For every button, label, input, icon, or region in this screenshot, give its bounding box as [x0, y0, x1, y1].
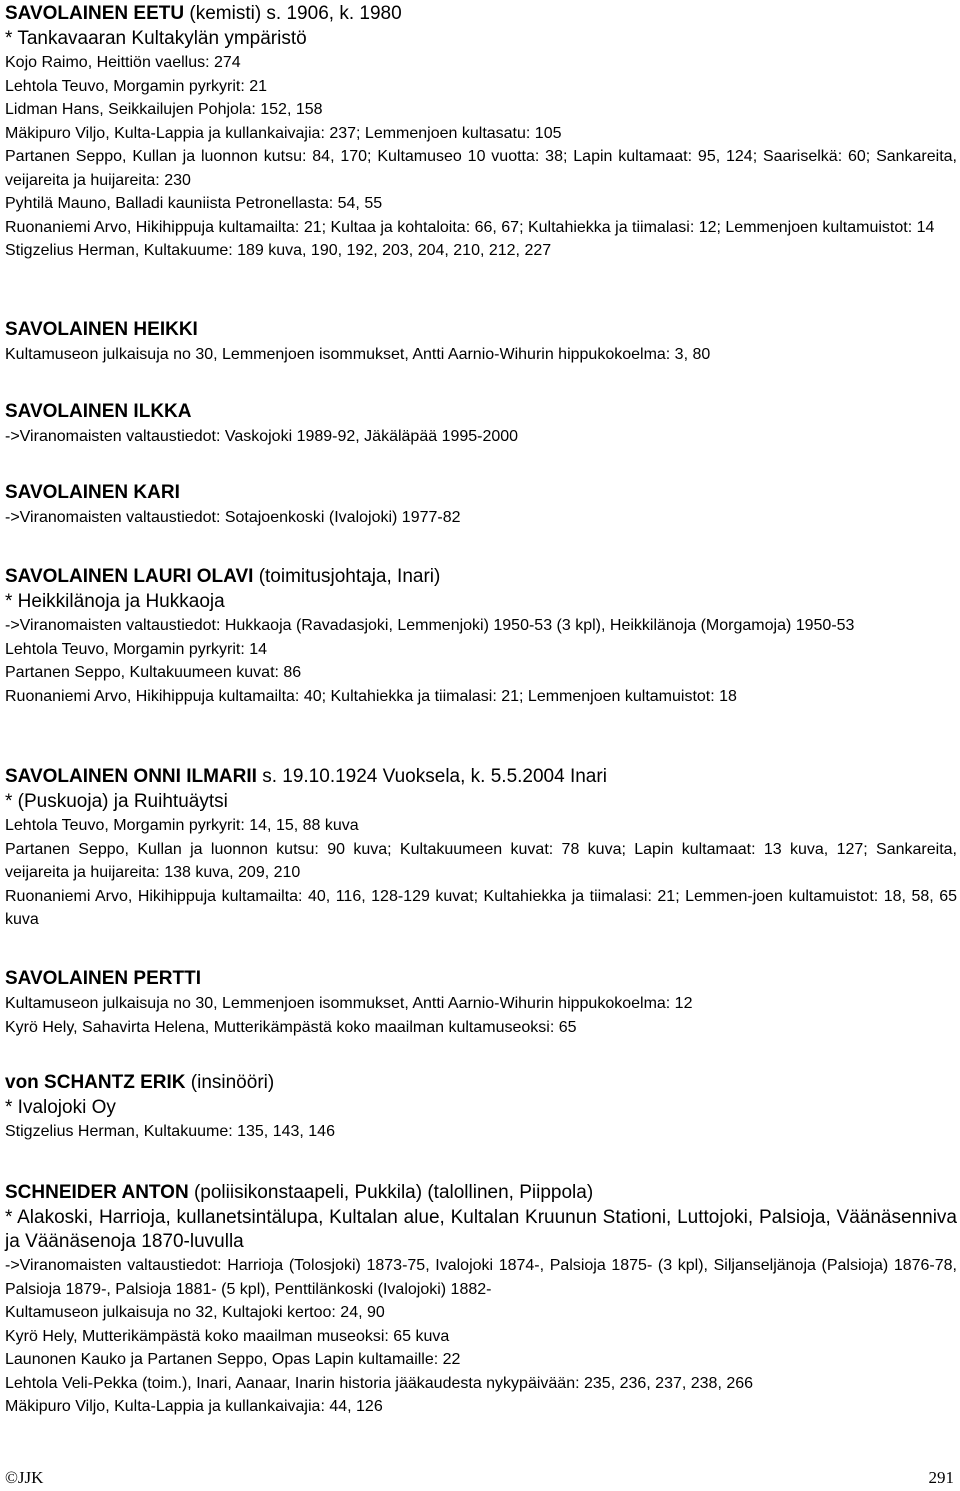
entry-heading	[5, 2, 957, 27]
reference-line: Lehtola Teuvo, Morgamin pyrkyrit: 21	[5, 77, 268, 95]
entry-savolainen-kari	[5, 481, 957, 530]
reference-line: Mäkipuro Viljo, Kulta-Lappia ja kullankaivajia: 237; Lemmenjoen kultasatu: 105	[5, 124, 562, 142]
entry-heading	[5, 400, 957, 425]
entry-name: SAVOLAINEN EETU	[5, 3, 185, 24]
reference-line: Lehtola Teuvo, Morgamin pyrkyrit: 14	[5, 640, 268, 658]
reference-line: Lehtola Teuvo, Morgamin pyrkyrit: 14, 15, 88 kuva	[5, 817, 359, 834]
entry-von-schantz-erik	[5, 1071, 957, 1144]
page-number: 291	[928, 1468, 954, 1487]
entry-role: s. 19.10.1924 Vuoksela, k. 5.5.2004 Inari	[256, 766, 607, 787]
reference-line: Mäkipuro Viljo, Kulta-Lappia ja kullankaivajia: 44, 126	[5, 1398, 383, 1415]
copyright-mark: ©JJK	[5, 1468, 44, 1487]
entry-name: SAVOLAINEN LAURI OLAVI	[5, 566, 254, 587]
entry-name: SAVOLAINEN ILKKA	[5, 401, 192, 422]
reference-line: ->Viranomaisten valtaustiedot: Sotajoenkoski (Ivalojoki) 1977-82	[5, 509, 461, 526]
entry-location: * Heikkilänoja ja Hukkaoja	[5, 591, 225, 612]
entry-heading	[5, 1071, 957, 1096]
reference-line: Partanen Seppo, Kullan ja luonnon kutsu: 90 kuva; Kultakuumeen kuvat: 78 kuva; Lapin kultamaat: 13 kuva, 127; Sankareita, veijareita ja huijareita: 138 kuva, 209, 210	[5, 840, 957, 881]
entry-name: SAVOLAINEN PERTTI	[5, 968, 201, 989]
reference-line: Kultamuseon julkaisuja no 30, Lemmenjoen isommukset, Antti Aarnio-Wihurin hippukokoelma: 3, 80	[5, 346, 711, 363]
reference-line: Launonen Kauko ja Partanen Seppo, Opas Lapin kultamaille: 22	[5, 1351, 461, 1368]
document-page	[5, 0, 957, 1491]
reference-line: ->Viranomaisten valtaustiedot: Hukkaoja (Ravadasjoki, Lemmenjoki) 1950-53 (3 kpl), Heikkilänoja (Morgamoja) 1950-53	[5, 617, 855, 634]
entry-schneider-anton	[5, 1181, 957, 1419]
entry-location: * Ivalojoki Oy	[5, 1097, 116, 1118]
reference-line: Kojo Raimo, Heittiön vaellus: 274	[5, 54, 241, 71]
reference-line: Ruonaniemi Arvo, Hikihippuja kultamailta: 40, 116, 128-129 kuvat; Kultahiekka ja tiimalasi: 21; Lemmen-joen kultamuistot: 18, 58, 65 kuva	[5, 887, 957, 928]
entry-heading	[5, 765, 957, 790]
entry-location: * Alakoski, Harrioja, kullanetsintälupa, Kultalan alue, Kultalan Kruunun Stationi, Luttojoki, Palsioja, Väänäsenniva ja Väänäsenoja 1870-luvulla	[5, 1207, 957, 1252]
page-footer	[5, 1468, 957, 1490]
entry-role: (kemisti) s. 1906, k. 1980	[184, 3, 402, 24]
entry-role: (toimitusjohtaja, Inari)	[253, 566, 441, 587]
entry-location: * Tankavaaran Kultakylän ympäristö	[5, 28, 307, 49]
entry-savolainen-eetu	[5, 2, 957, 263]
entry-heading	[5, 967, 957, 992]
entry-savolainen-onni-ilmarii	[5, 765, 957, 932]
reference-line: Ruonaniemi Arvo, Hikihippuja kultamailta: 40; Kultahiekka ja tiimalasi: 21; Lemmenjoen kultamuistot: 18	[5, 687, 737, 705]
entry-heading	[5, 565, 957, 590]
reference-line: Kyrö Hely, Mutterikämpästä koko maailman museoksi: 65 kuva	[5, 1327, 450, 1345]
reference-line: Lehtola Veli-Pekka (toim.), Inari, Aanaar, Inarin historia jääkaudesta nykypäivään: 235, 236, 237, 238, 266	[5, 1374, 754, 1392]
entry-savolainen-pertti	[5, 967, 957, 1039]
reference-line: Lidman Hans, Seikkailujen Pohjola: 152, 158	[5, 101, 323, 118]
reference-line: Pyhtilä Mauno, Balladi kauniista Petronellasta: 54, 55	[5, 195, 383, 212]
entry-heading	[5, 481, 957, 506]
reference-line: Partanen Seppo, Kultakuumeen kuvat: 86	[5, 664, 302, 681]
reference-line: Kultamuseon julkaisuja no 32, Kultajoki kertoo: 24, 90	[5, 1304, 385, 1321]
entry-role: (insinööri)	[185, 1072, 275, 1093]
entry-location: * (Puskuoja) ja Ruihtuäytsi	[5, 791, 228, 812]
entry-role: (poliisikonstaapeli, Pukkila) (talollinen, Piippola)	[188, 1182, 594, 1203]
entry-heading	[5, 1181, 957, 1206]
reference-line: Kyrö Hely, Sahavirta Helena, Mutterikämpästä koko maailman kultamuseoksi: 65	[5, 1018, 577, 1036]
entry-name: SAVOLAINEN HEIKKI	[5, 319, 198, 340]
entry-name: SCHNEIDER ANTON	[5, 1182, 189, 1203]
reference-line: Partanen Seppo, Kullan ja luonnon kutsu: 84, 170; Kultamuseo 10 vuotta: 38; Lapin kultamaat: 95, 124; Saariselkä: 60; Sankareita, veijareita ja huijareita: 230	[5, 148, 957, 189]
reference-line: Ruonaniemi Arvo, Hikihippuja kultamailta: 21; Kultaa ja kohtaloita: 66, 67; Kultahiekka ja tiimalasi: 12; Lemmenjoen kultamuistot: 14	[5, 218, 935, 236]
entry-name: von SCHANTZ ERIK	[5, 1072, 186, 1093]
entry-name: SAVOLAINEN KARI	[5, 482, 180, 503]
reference-line: ->Viranomaisten valtaustiedot: Vaskojoki 1989-92, Jäkäläpää 1995-2000	[5, 428, 519, 445]
entry-heading	[5, 318, 957, 343]
entry-savolainen-ilkka	[5, 400, 957, 449]
reference-line: Stigzelius Herman, Kultakuume: 135, 143, 146	[5, 1123, 335, 1140]
entry-savolainen-heikki	[5, 318, 957, 367]
reference-line: Kultamuseon julkaisuja no 30, Lemmenjoen isommukset, Antti Aarnio-Wihurin hippukokoelma: 12	[5, 995, 693, 1012]
reference-line: ->Viranomaisten valtaustiedot: Harrioja (Tolosjoki) 1873-75, Ivalojoki 1874-, Palsioja 1875- (3 kpl), Siljanseljänoja (Palsioja) 1876-78, Palsioja 1879-, Palsioja 1881- (5 kpl), Penttilänkoski (Ivalojoki) 1882-	[5, 1257, 957, 1298]
reference-line: Stigzelius Herman, Kultakuume: 189 kuva, 190, 192, 203, 204, 210, 212, 227	[5, 242, 552, 259]
entry-name: SAVOLAINEN ONNI ILMARII	[5, 766, 257, 787]
entry-savolainen-lauri-olavi	[5, 565, 957, 708]
